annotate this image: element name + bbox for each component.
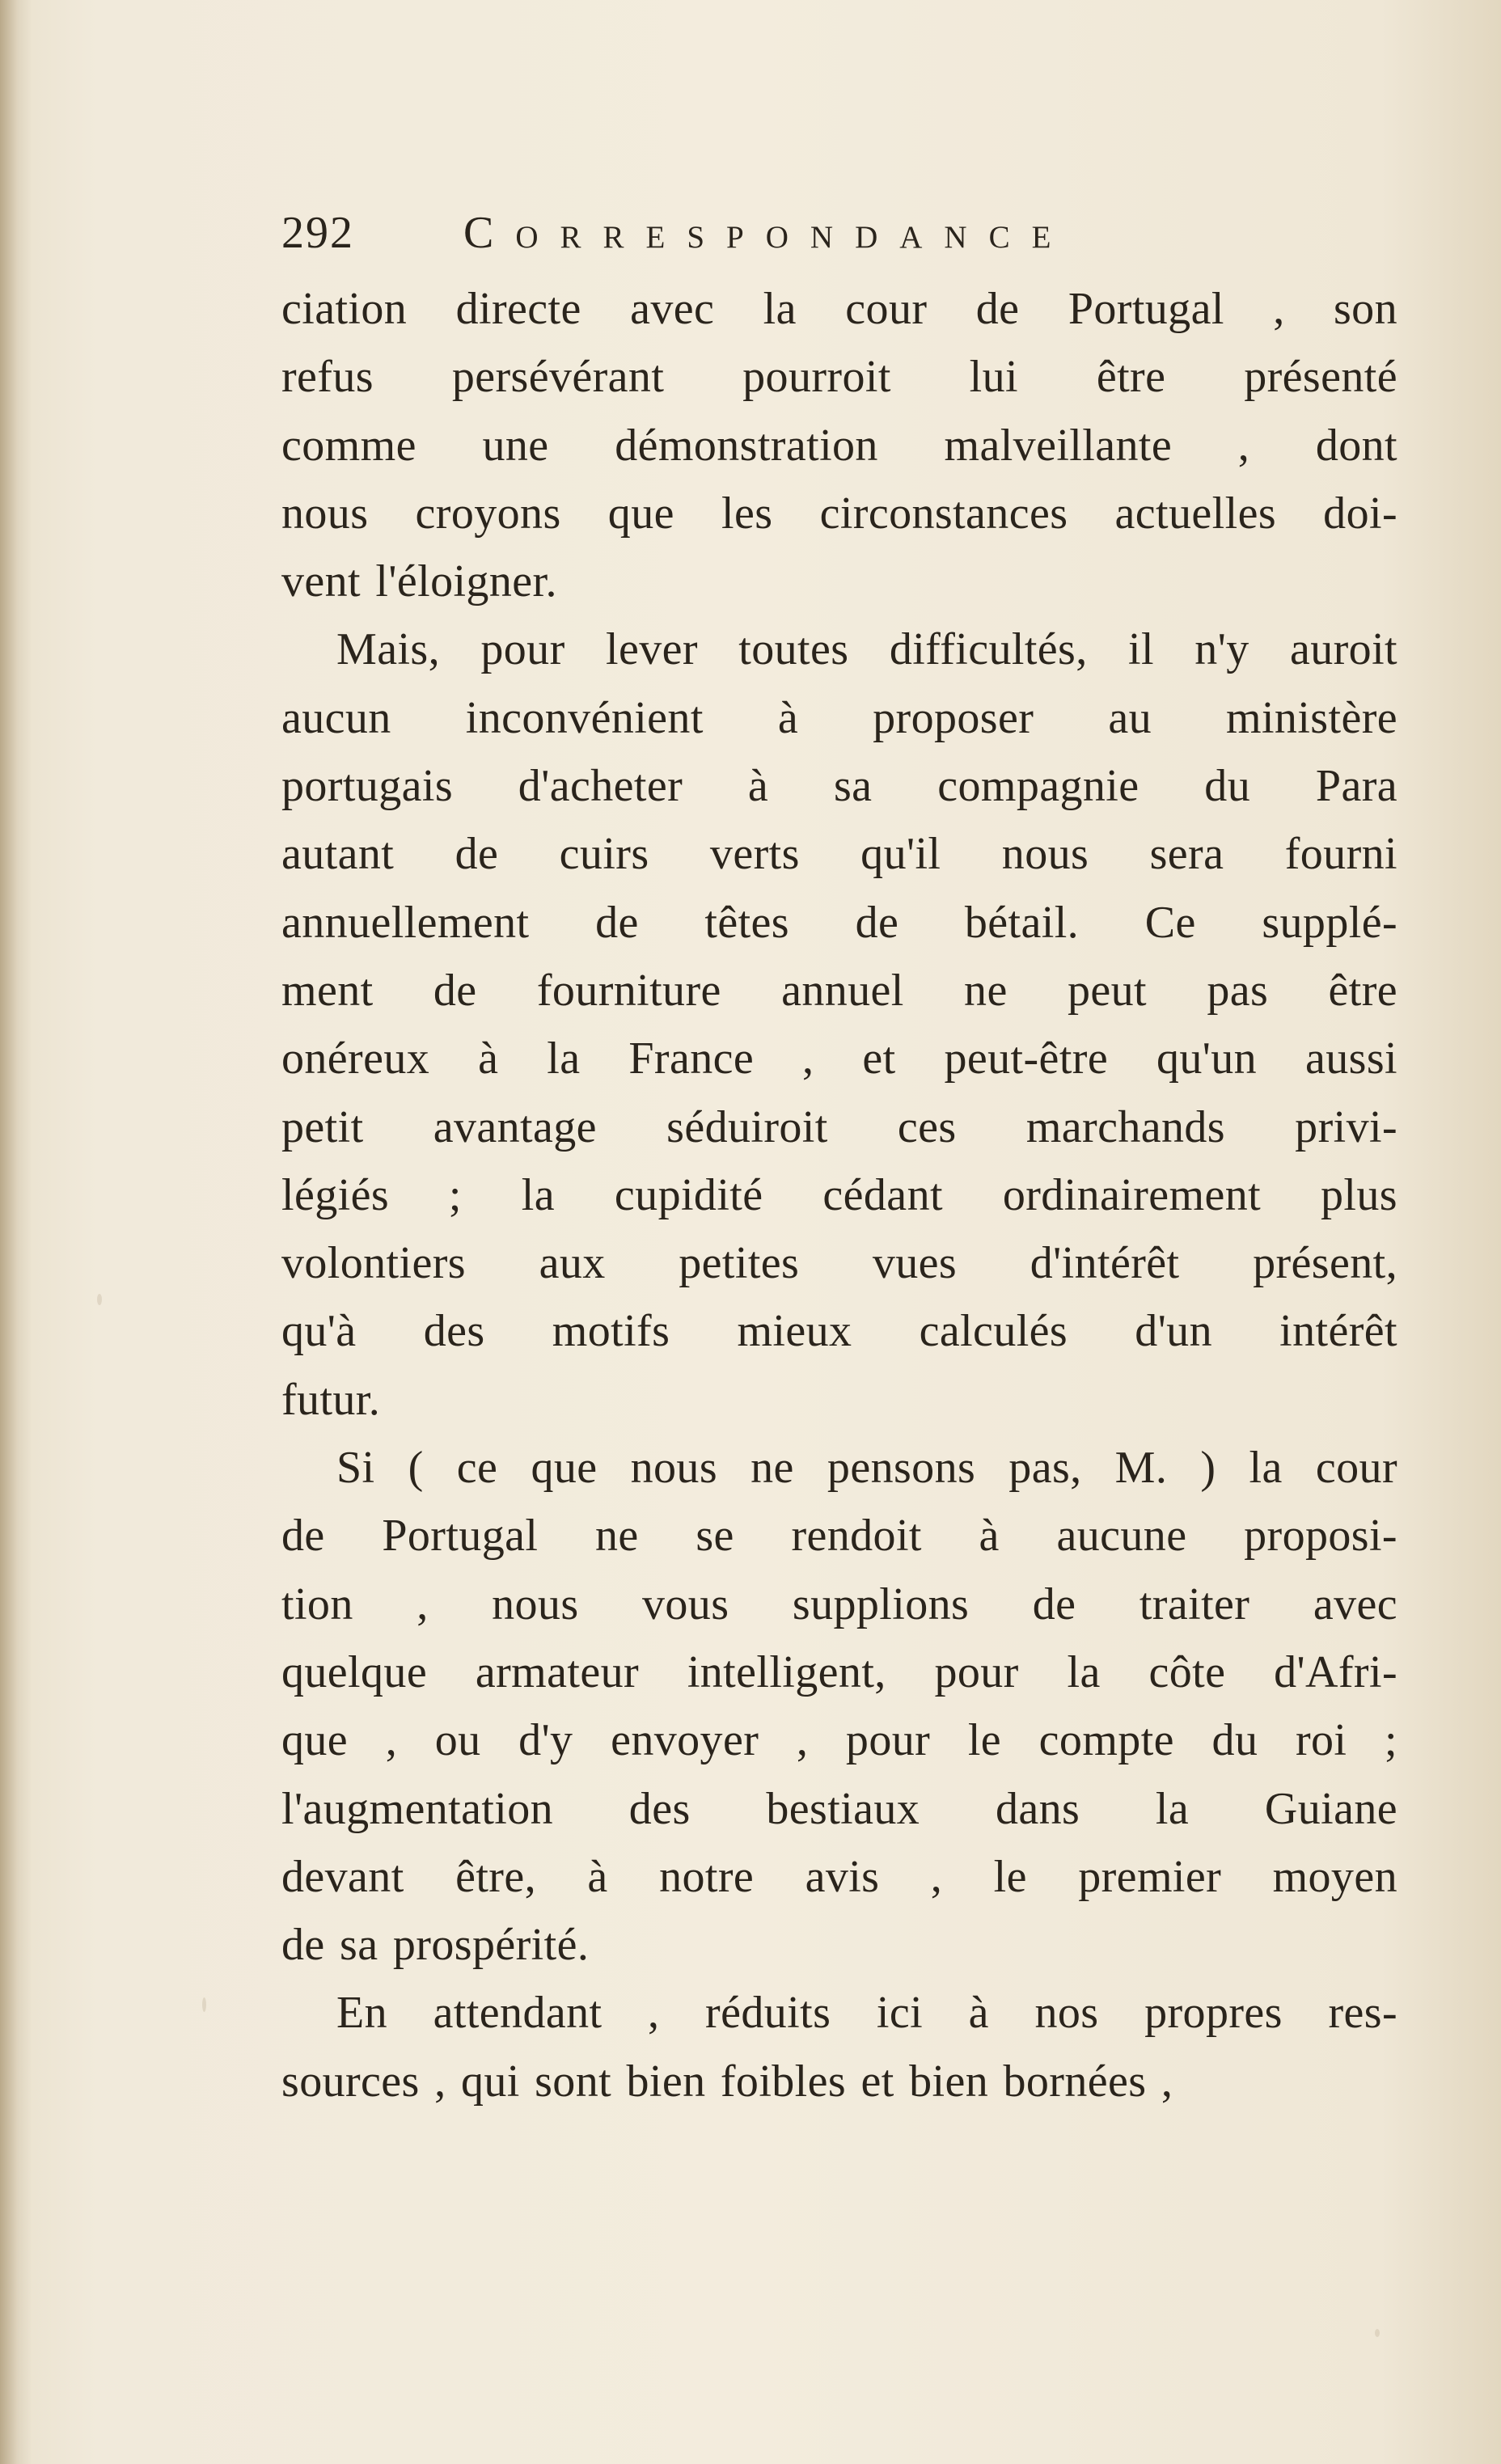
text-line: annuellement de têtes de bétail. Ce supplé-: [281, 897, 1397, 948]
text-line: futur.: [281, 1374, 381, 1425]
text-line: sources , qui sont bien foibles et bien bornées ,: [281, 2056, 1173, 2107]
text-line: comme une démonstration malveillante , dont: [281, 420, 1397, 471]
text-line: l'augmentation des bestiaux dans la Guiane: [281, 1783, 1397, 1834]
text-line: nous croyons que les circonstances actuelles doi-: [281, 488, 1397, 539]
text-line: que , ou d'y envoyer , pour le compte du roi ;: [281, 1715, 1397, 1766]
text-line: ciation directe avec la cour de Portugal , son: [281, 284, 1397, 334]
paragraph: [281, 1434, 1397, 1979]
text-line: petit avantage séduiroit ces marchands privi-: [281, 1101, 1397, 1152]
text-line: de sa prospérité.: [281, 1920, 590, 1971]
text-line: portugais d'acheter à sa compagnie du Para: [281, 761, 1397, 812]
page-gutter-edge: [0, 0, 18, 2464]
text-line: En attendant , réduits ici à nos propres res-: [336, 1988, 1397, 2039]
paragraph: [281, 275, 1397, 615]
body-text: [281, 275, 1397, 2115]
text-line: volontiers aux petites vues d'intérêt présent,: [281, 1238, 1397, 1289]
text-line: vent l'éloigner.: [281, 556, 557, 607]
text-line: qu'à des motifs mieux calculés d'un intérêt: [281, 1306, 1397, 1357]
text-line: de Portugal ne se rendoit à aucune proposi-: [281, 1511, 1397, 1562]
text-line: devant être, à notre avis , le premier moyen: [281, 1851, 1397, 1902]
paper-speck: [97, 1294, 102, 1305]
text-line: quelque armateur intelligent, pour la côte d'Afri-: [281, 1646, 1397, 1697]
text-line: légiés ; la cupidité cédant ordinairement plus: [281, 1169, 1397, 1220]
text-line: aucun inconvénient à proposer au ministère: [281, 692, 1397, 743]
page-header: [281, 202, 1397, 275]
text-line: Mais, pour lever toutes difficultés, il n'y auroit: [336, 624, 1397, 675]
text-line: refus persévérant pourroit lui être présenté: [281, 352, 1397, 403]
text-line: Si ( ce que nous ne pensons pas, M. ) la cour: [336, 1443, 1397, 1494]
text-line: onéreux à la France , et peut-être qu'un aussi: [281, 1033, 1397, 1084]
page-number: 292: [281, 208, 354, 258]
paragraph: [281, 1979, 1397, 2115]
paper-speck: [202, 1997, 206, 2012]
paper-speck: [1375, 2329, 1380, 2337]
text-line: autant de cuirs verts qu'il nous sera fourni: [281, 829, 1397, 880]
text-line: tion , nous vous supplions de traiter avec: [281, 1579, 1397, 1629]
running-head: Correspondance: [463, 208, 1073, 258]
text-line: ment de fourniture annuel ne peut pas être: [281, 965, 1397, 1016]
text-block: [281, 202, 1397, 2115]
paragraph: [281, 615, 1397, 1434]
